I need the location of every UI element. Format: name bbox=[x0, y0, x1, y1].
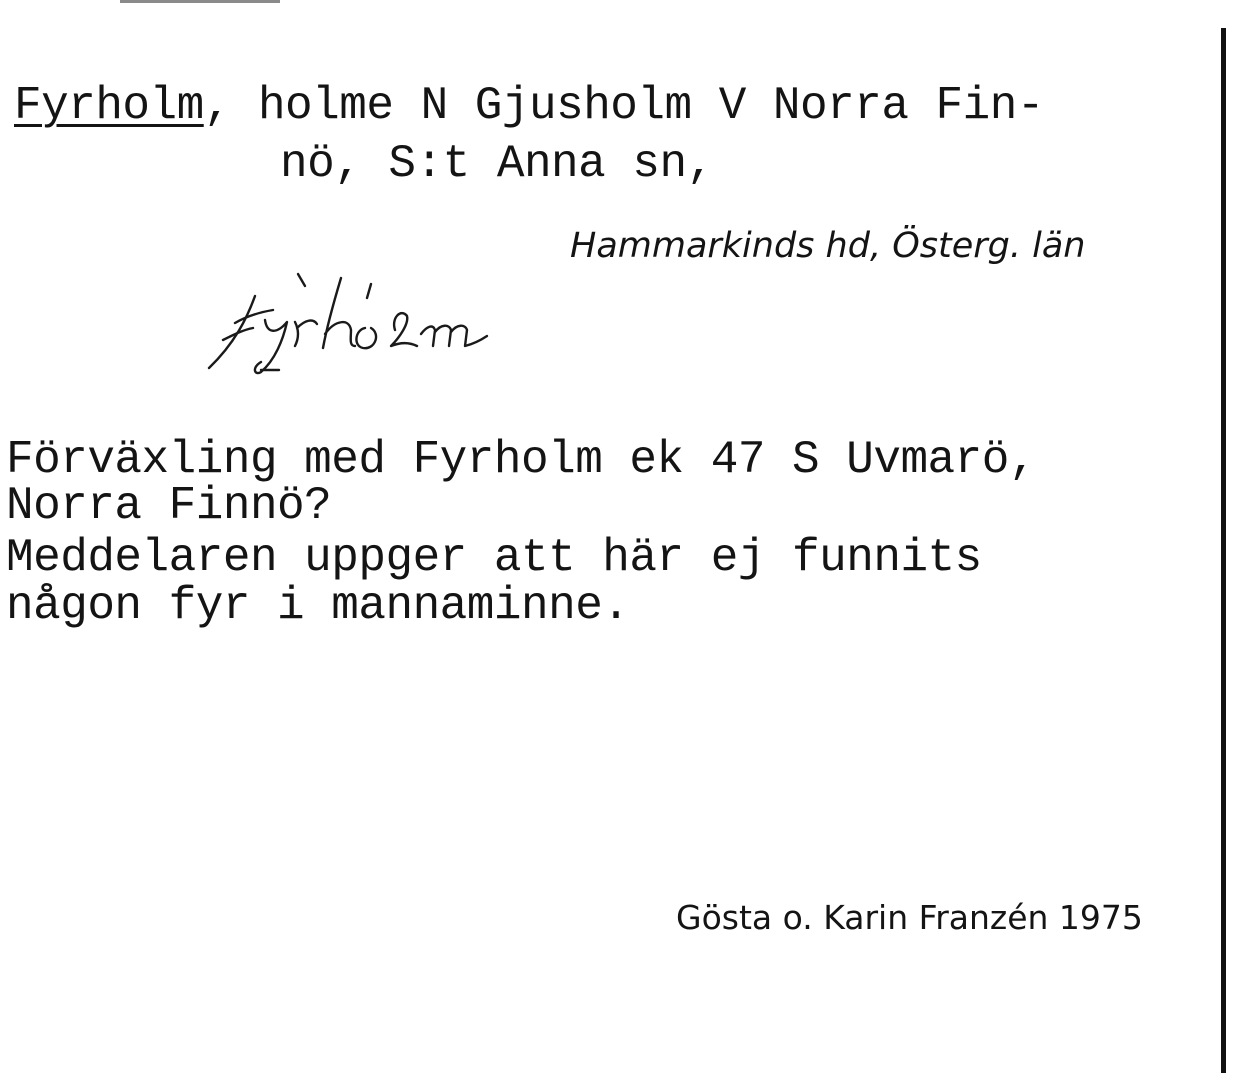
headword: Fyrholm bbox=[14, 80, 204, 132]
scan-artifact bbox=[120, 0, 280, 3]
district-label: Hammarkinds hd, Österg. län bbox=[570, 226, 1086, 266]
entry-line-1 bbox=[14, 82, 1044, 130]
entry-line-1-rest: , holme N Gjusholm V Norra Fin- bbox=[203, 80, 1044, 132]
handwritten-form bbox=[195, 268, 565, 388]
note-line-3: Meddelaren uppger att här ej funnits bbox=[6, 532, 982, 584]
note-line-4: någon fyr i mannaminne. bbox=[6, 580, 630, 632]
card-edge-line bbox=[1221, 28, 1226, 1073]
entry-line-2: nö, S:t Anna sn, bbox=[280, 138, 714, 190]
note-line-1: Förväxling med Fyrholm ek 47 S Uvmarö, bbox=[6, 434, 1036, 486]
note-line-2: Norra Finnö? bbox=[6, 480, 332, 532]
credit-line: Gösta o. Karin Franzén 1975 bbox=[676, 898, 1143, 937]
